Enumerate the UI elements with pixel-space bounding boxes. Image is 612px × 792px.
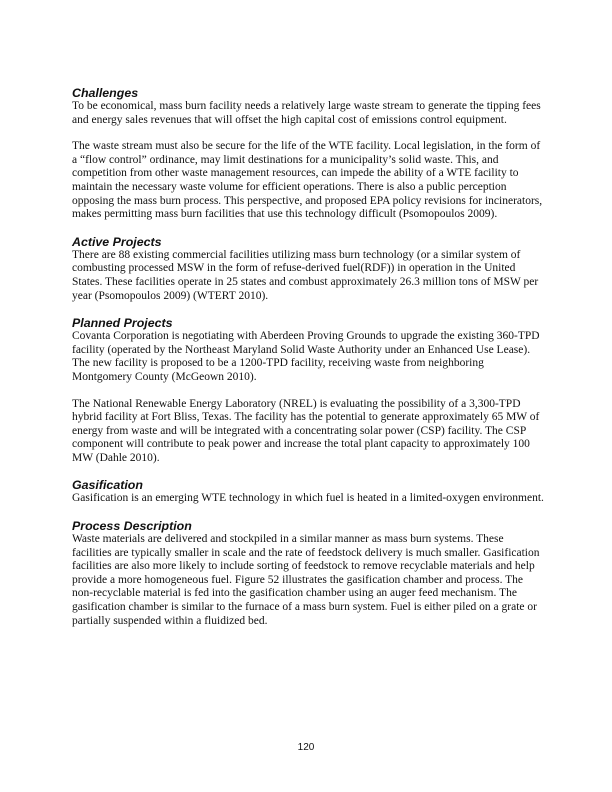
section-process-description [72, 519, 546, 628]
paragraph: Covanta Corporation is negotiating with Aberdeen Proving Grounds to upgrade the existing 360-TPD facility (operated by the Northeast Maryland Solid Waste Authority under an Enhanced Use Lease). The new facility is proposed to be a 1200-TPD facility, receiving waste from neighboring Montgomery County (McGeown 2010). [72, 330, 540, 383]
section-heading: Planned Projects [72, 316, 173, 331]
paragraph: The waste stream must also be secure for the life of the WTE facility. Local legislation, in the form of a “flow control” ordinance, may limit destinations for a municipality’s solid waste. This, and competition from other waste management resources, can impede the ability of a WTE facility to maintain the necessary waste volume for efficient operations. There is also a public perception opposing the mass burn process. This perspective, and proposed EPA policy revisions for incinerators, makes permitting mass burn facilities that use this technology difficult (Psomopoulos 2009). [72, 140, 543, 221]
paragraph: Waste materials are delivered and stockpiled in a similar manner as mass burn systems. These facilities are typically smaller in scale and the rate of feedstock delivery is much smaller. Gasification facilities are also more likely to include sorting of feedstock to remove recyclable materials and help provide a more homogeneous fuel. Figure 52 illustrates the gasification chamber and process. The non-recyclable material is fed into the gasification chamber using an auger feed mechanism. The gasification chamber is similar to the furnace of a mass burn system. Fuel is either piled on a grate or partially suspended within a fluidized bed. [72, 533, 540, 627]
paragraph: There are 88 existing commercial facilities utilizing mass burn technology (or a similar system of combusting processed MSW in the form of refuse-derived fuel(RDF)) in operation in the United States. These facilities operate in 25 states and combust approximately 26.3 million tons of MSW per year (Psomopoulos 2009) (WTERT 2010). [72, 248, 539, 302]
page-number: 120 [297, 742, 315, 753]
page-body [72, 86, 546, 641]
section-heading: Process Description [72, 519, 192, 534]
section-heading: Challenges [72, 86, 139, 100]
paragraph: The National Renewable Energy Laboratory (NREL) is evaluating the possibility of a 3,300-TPD hybrid facility at Fort Bliss, Texas. The facility has the potential to generate approximately 65 MW of energy from waste and will be integrated with a concentrating solar power (CSP) facility. The CSP component will contribute to peak power and increase the total plant capacity to approximately 100 MW (Dahle 2010). [72, 397, 540, 464]
section-heading: Gasification [72, 478, 143, 493]
paragraph: Gasification is an emerging WTE technology in which fuel is heated in a limited-oxygen environment. [72, 492, 544, 505]
section-planned-projects [72, 316, 546, 465]
section-gasification [72, 478, 546, 506]
section-heading: Active Projects [72, 234, 162, 249]
section-active-projects [72, 235, 546, 303]
section-challenges [72, 86, 546, 222]
paragraph: To be economical, mass burn facility needs a relatively large waste stream to generate the tipping fees and energy sales revenues that will offset the high capital cost of emissions control equipment. [72, 100, 541, 126]
